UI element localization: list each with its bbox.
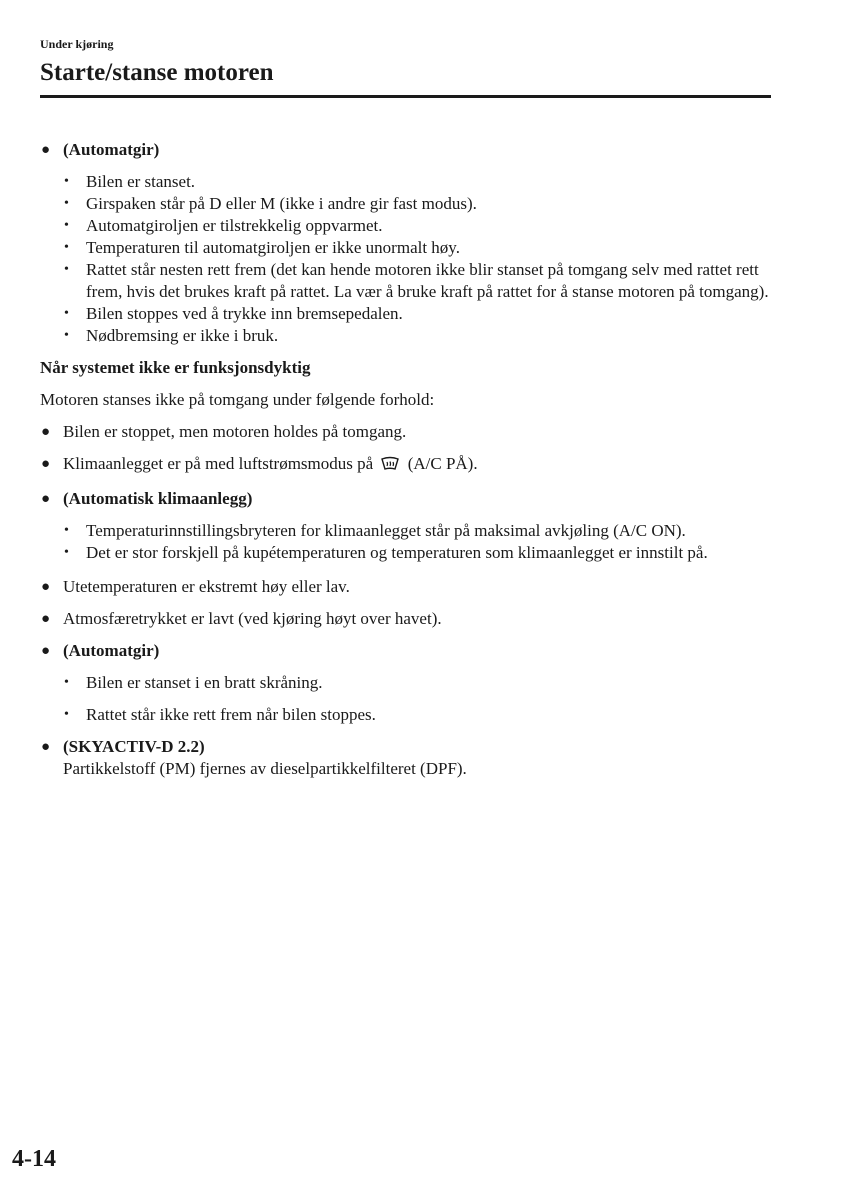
intro-paragraph: Motoren stanses ikke på tomgang under følgende forhold: <box>40 390 435 409</box>
list-item: • Nødbremsing er ikke i bruk. <box>64 326 279 345</box>
condition-bullet: ● Utetemperaturen er ekstremt høy eller lav. <box>41 577 350 596</box>
bullet-dot: ● <box>41 142 51 158</box>
page-title: Starte/stanse motoren <box>40 59 274 86</box>
list-item: • Bilen er stanset i en bratt skråning. <box>64 673 323 692</box>
list-item: • Rattet står nesten rett frem (det kan hende motoren ikke blir stanset på tomgang selv med rattet rett frem, hvis det brukes kraft på rattet. La vær å bruke kraft på rattet for å stanse motoren på tomgang). <box>64 260 769 301</box>
climate-conditions-list <box>40 520 775 564</box>
list-item: • Temperaturinnstillingsbryteren for klimaanlegget står på maksimal avkjøling (A/C ON). <box>64 521 686 540</box>
bullet-heading: (Automatgir) <box>63 140 160 159</box>
list-item: • Det er stor forskjell på kupétemperaturen og temperaturen som klimaanlegget er innstilt på. <box>64 543 708 562</box>
skyactiv-bullet: ● (SKYACTIV-D 2.2) Partikkelstoff (PM) fjernes av dieselpartikkelfilteret (DPF). <box>41 737 467 778</box>
list-item: • Temperaturen til automatgiroljen er ikke unormalt høy. <box>64 238 460 257</box>
automatic-conditions-list <box>40 171 775 347</box>
windshield-defroster-icon <box>380 456 400 478</box>
list-item: • Girspaken står på D eller M (ikke i andre gir fast modus). <box>64 194 477 213</box>
list-item: • Automatgiroljen er tilstrekkelig oppvarmet. <box>64 216 383 235</box>
page-number: 4-14 <box>12 1146 56 1172</box>
condition-bullet: ● Atmosfæretrykket er lavt (ved kjøring høyt over havet). <box>41 609 442 628</box>
automatic-transmission-bullet <box>40 139 775 161</box>
section-label: Under kjøring <box>40 37 114 51</box>
list-item: • Bilen stoppes ved å trykke inn bremsepedalen. <box>64 304 403 323</box>
subsection-heading: Når systemet ikke er funksjonsdyktig <box>40 358 311 377</box>
automatic-transmission-bullet: ● (Automatgir) <box>41 641 160 660</box>
list-item: • Rattet står ikke rett frem når bilen stoppes. <box>64 705 376 724</box>
title-rule <box>40 95 771 98</box>
condition-bullet: ● Klimaanlegget er på med luftstrømsmodus på (A/C PÅ). <box>40 453 775 478</box>
condition-bullet: ● Bilen er stoppet, men motoren holdes på tomgang. <box>41 422 407 441</box>
page-content <box>40 139 775 780</box>
list-item: • Bilen er stanset. <box>64 172 196 191</box>
auto-climate-bullet: ● (Automatisk klimaanlegg) <box>41 489 253 508</box>
slope-conditions-list <box>40 672 775 726</box>
